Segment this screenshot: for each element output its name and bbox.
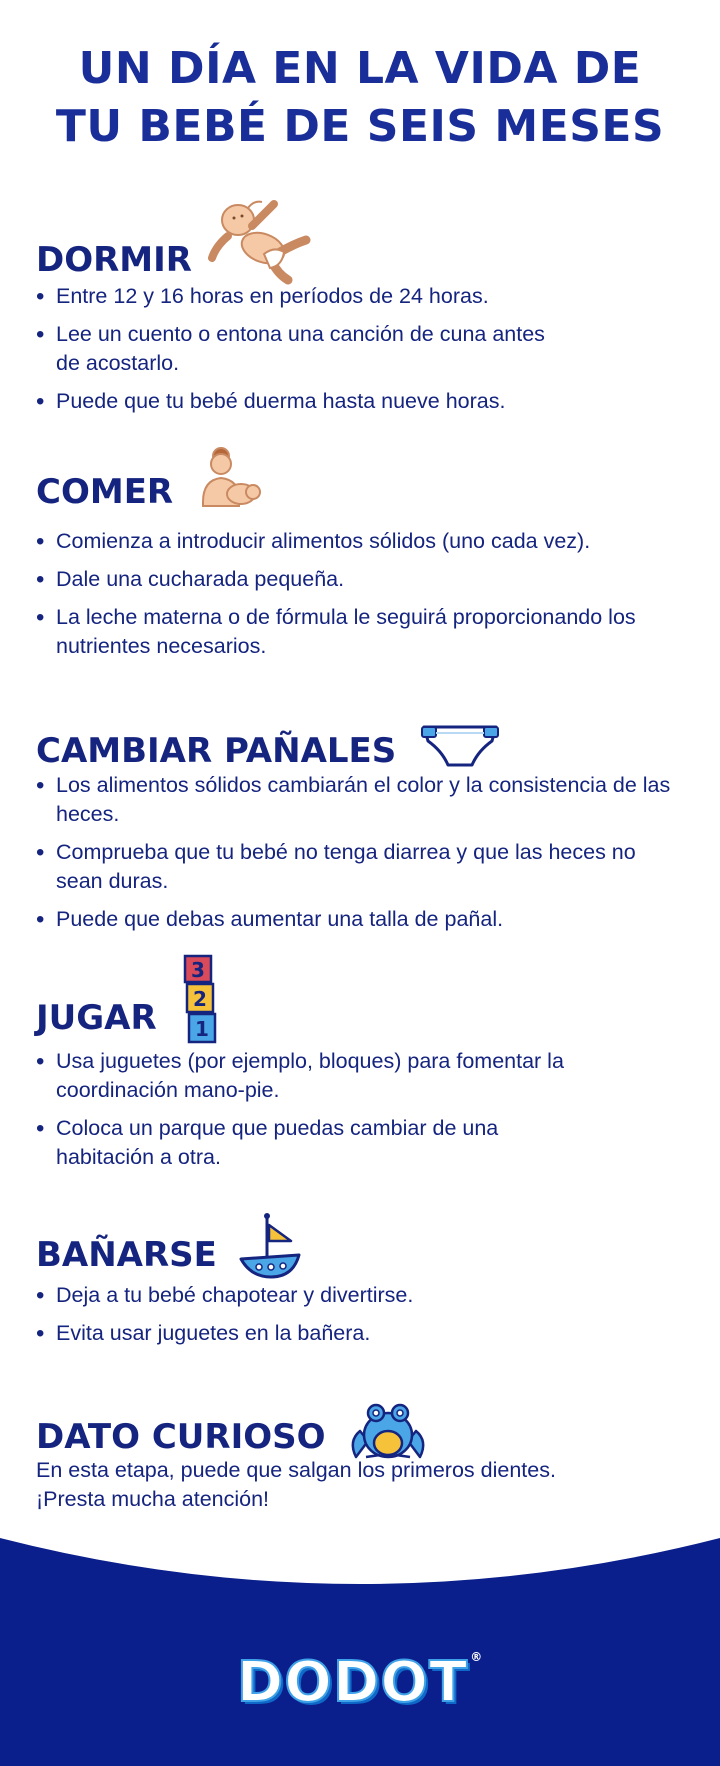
diaper-icon <box>418 721 502 771</box>
footer-wave <box>0 1520 720 1766</box>
list-item: • Deja a tu bebé chapotear y divertirse. <box>36 1281 686 1310</box>
list-item: • Evita usar juguetes en la bañera. <box>36 1319 686 1348</box>
page-title <box>0 40 720 156</box>
dodot-logo <box>0 1650 720 1715</box>
list-item: • Comprueba que tu bebé no tenga diarrea y que las heces no sean duras. <box>36 838 686 896</box>
section-heading: DORMIR <box>36 240 192 280</box>
block-number: 3 <box>190 958 205 982</box>
list-item: • Dale una cucharada pequeña. <box>36 565 686 594</box>
list-item: • Lee un cuento o entona una canción de cuna antes de acostarlo. <box>36 320 556 378</box>
section-heading: COMER <box>36 472 174 512</box>
title-line-2: TU BEBÉ DE SEIS MESES <box>55 101 665 152</box>
section-heading: DATO CURIOSO <box>36 1417 326 1457</box>
bullet-list <box>36 282 686 425</box>
toy-boat-icon <box>237 1211 303 1281</box>
bullet-list <box>36 1281 686 1357</box>
toy-blocks-icon <box>179 954 219 1046</box>
logo-text: DODOT <box>236 1650 469 1715</box>
list-item: • Los alimentos sólidos cambiarán el color y la consistencia de las heces. <box>36 771 686 829</box>
block-number: 2 <box>192 987 207 1011</box>
bullet-list <box>36 527 686 670</box>
sleeping-baby-icon <box>208 196 313 286</box>
bullet-list <box>36 771 686 943</box>
list-item: • Puede que tu bebé duerma hasta nueve horas. <box>36 387 686 416</box>
list-item: • La leche materna o de fórmula le seguirá proporcionando los nutrientes necesarios. <box>36 603 686 661</box>
bullet-list <box>36 1047 686 1181</box>
registered-mark: ® <box>470 1650 484 1664</box>
breastfeeding-icon <box>195 442 267 514</box>
frog-icon <box>346 1401 430 1461</box>
list-item: • Usa juguetes (por ejemplo, bloques) para fomentar la coordinación mano-pie. <box>36 1047 596 1105</box>
section-heading: BAÑARSE <box>36 1235 217 1275</box>
curious-text: En esta etapa, puede que salgan los primeros dientes. ¡Presta mucha atención! <box>36 1458 556 1511</box>
list-item: • Puede que debas aumentar una talla de pañal. <box>36 905 686 934</box>
title-line-1: UN DÍA EN LA VIDA DE <box>78 43 642 94</box>
block-number: 1 <box>194 1017 209 1041</box>
section-heading: JUGAR <box>36 998 157 1038</box>
section-heading: CAMBIAR PAÑALES <box>36 731 397 771</box>
list-item: • Coloca un parque que puedas cambiar de una habitación a otra. <box>36 1114 576 1172</box>
list-item: • Entre 12 y 16 horas en períodos de 24 horas. <box>36 282 686 311</box>
list-item: • Comienza a introducir alimentos sólidos (uno cada vez). <box>36 527 686 556</box>
